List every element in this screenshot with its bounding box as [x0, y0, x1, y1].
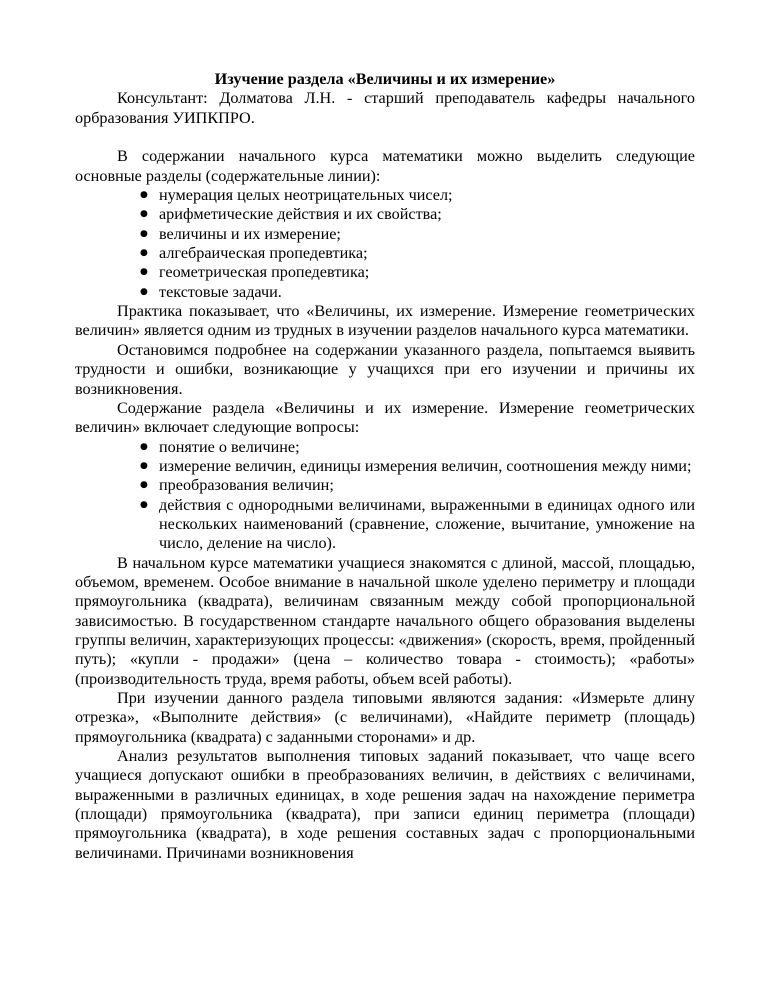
- list-item: ● нумерация целых неотрицательных чисел;: [140, 186, 453, 205]
- bullet-icon: ●: [140, 209, 148, 220]
- typical-tasks-paragraph: При изучении данного раздела типовыми являются задания: «Измерьте длину отрезка», «Выполните действия» (с величинами), «Найдите периметр (площадь) прямоугольника (квадрата) с заданными сторонами» и др.: [75, 689, 695, 746]
- list-item: ● величины и их измерение;: [140, 224, 341, 243]
- list-item: ● геометрическая пропедевтика;: [140, 263, 370, 282]
- bullet-icon: ●: [140, 286, 148, 297]
- bullet-icon: ●: [140, 267, 148, 278]
- bullet-icon: ●: [140, 460, 148, 471]
- bullet-icon: ●: [140, 248, 148, 259]
- analysis-paragraph: Анализ результатов выполнения типовых заданий показывает, что чаще всего учащиеся допускают ошибки в преобразованиях величин, в действиях с величинами, выраженными в различных единицах, в ходе решения задач на нахождение периметра (площади) прямоугольника (квадрата), при записи единиц периметра (площади) прямоугольника (квадрата), в ходе решения составных задач с пропорциональными величинами. Причинами возникновения: [75, 747, 695, 862]
- bullet-icon: ●: [140, 499, 148, 510]
- list-item: ● понятие о величине;: [140, 437, 300, 456]
- list-item: ● текстовые задачи.: [140, 282, 282, 301]
- initial-course-paragraph: В начальном курсе математики учащиеся знакомятся с длиной, массой, площадью, объемом, временем. Особое внимание в начальной школе уделено периметру и площади прямоугольника (квадрата), величинам связанным между собой пропорциональной зависимостью. В государственном стандарте начального общего образования выделены группы величин, характеризующих процессы: «движения» (скорость, время, пройденный путь); «купли - продажи» (цена – количество товара - стоимость); «работы» (производительность труда, время работы, объем всей работы).: [75, 553, 695, 688]
- document-page: [75, 70, 695, 863]
- practice-paragraph: Практика показывает, что «Величины, их измерение. Измерение геометрических величин» является одним из трудных в изучении разделов начального курса математики.: [75, 302, 695, 340]
- blank-line: [75, 128, 695, 147]
- intro-paragraph: В содержании начального курса математики можно выделить следующие основные разделы (содержательные линии):: [75, 147, 695, 185]
- list-item: ● преобразования величин;: [140, 476, 334, 495]
- bullet-icon: ●: [140, 228, 148, 239]
- sections-list: [75, 186, 695, 302]
- bullet-icon: ●: [140, 480, 148, 491]
- list-item: ● действия с однородными величинами, выраженными в единицах одного или нескольких наименований (сравнение, сложение, вычитание, умножение на число, деление на число).: [140, 495, 695, 553]
- list-item: ● измерение величин, единицы измерения величин, соотношения между ними;: [140, 456, 692, 475]
- list-item: ● арифметические действия и их свойства;: [140, 205, 442, 224]
- bullet-icon: ●: [140, 190, 148, 201]
- consultant-paragraph: Консультант: Долматова Л.Н. - старший преподаватель кафедры начального орбразования УИПКПРО.: [75, 89, 695, 127]
- document-title: Изучение раздела «Величины и их измерение»: [214, 70, 556, 88]
- questions-list: [75, 438, 695, 554]
- stop-paragraph: Остановимся подробнее на содержании указанного раздела, попытаемся выявить трудности и ошибки, возникающие у учащихся при его изучении и причины их возникновения.: [75, 340, 695, 398]
- list-item: ● алгебраическая пропедевтика;: [140, 244, 368, 263]
- bullet-icon: ●: [140, 441, 148, 452]
- content-intro-paragraph: Содержание раздела «Величины и их измерение. Измерение геометрических величин» включает следующие вопросы:: [75, 398, 695, 437]
